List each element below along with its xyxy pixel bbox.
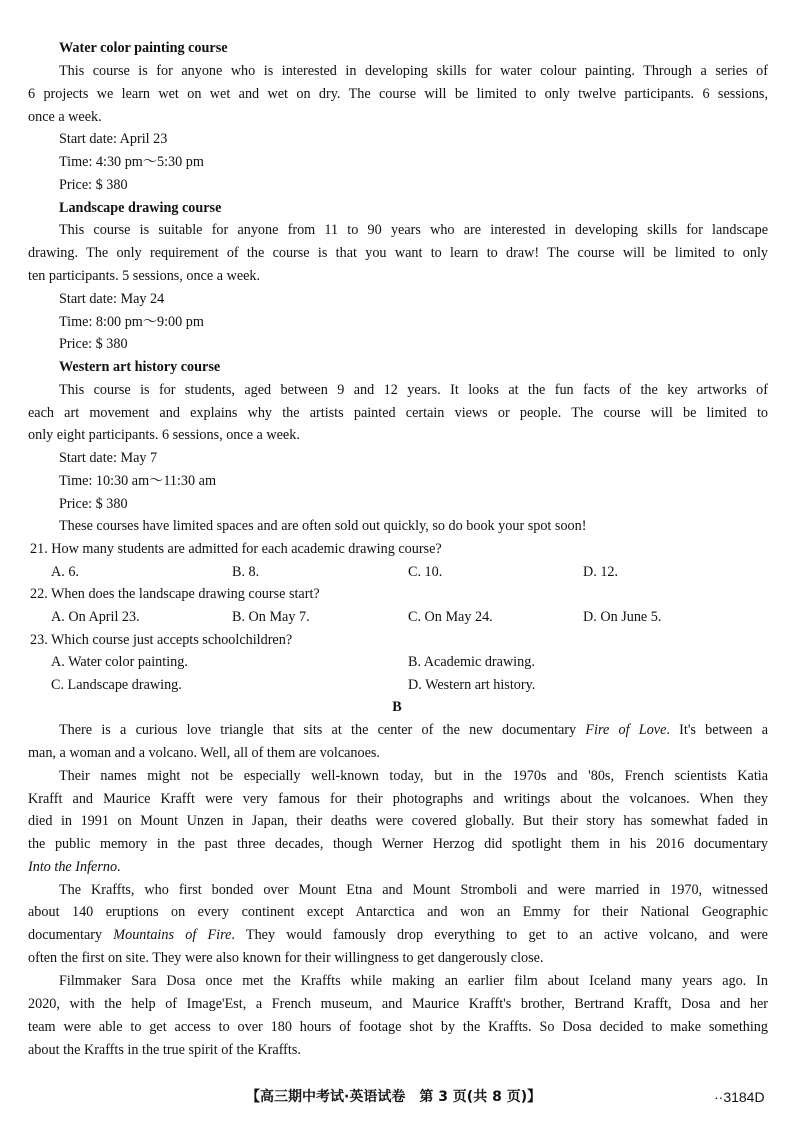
course-desc-line: This course is suitable for anyone from 11 to 90 years who are interested in developing skills for landscape	[59, 222, 768, 238]
passage-line: Their names might not be especially well-known today, but in the 1970s and '80s, French scientists Katia	[59, 768, 768, 784]
course-start-date: Start date: May 24	[59, 291, 165, 307]
question-23-option-b: B. Academic drawing.	[408, 654, 535, 670]
passage-line: about 140 eruptions on every continent except Antarctica and won an Emmy for their National Geographic	[28, 904, 768, 920]
course-desc-line: This course is for students, aged between 9 and 12 years. It looks at the fun facts of the key artworks of	[59, 382, 768, 398]
course-desc-line: drawing. The only requirement of the course is that you want to learn to draw! The course will be limited to only	[28, 245, 768, 261]
passage-line: Into the Inferno.	[28, 859, 121, 875]
question-22-option-a: A. On April 23.	[51, 609, 140, 625]
question-23-stem: 23. Which course just accepts schoolchildren?	[30, 632, 293, 648]
question-21-option-c: C. 10.	[408, 564, 443, 580]
question-21-stem: 21. How many students are admitted for each academic drawing course?	[30, 541, 442, 557]
course-price: Price: $ 380	[59, 336, 128, 352]
course-title-western-art: Western art history course	[59, 359, 221, 375]
course-desc-line: only eight participants. 6 sessions, once a week.	[28, 427, 300, 443]
passage-line: died in 1991 on Mount Unzen in Japan, their deaths were covered globally. But their story has somewhat faded in	[28, 813, 768, 829]
question-22-stem: 22. When does the landscape drawing course start?	[30, 586, 320, 602]
course-start-date: Start date: April 23	[59, 131, 168, 147]
passage-line: documentary Mountains of Fire. They would famously drop everything to get to an active volcano, and were	[28, 927, 768, 943]
course-time: Time: 10:30 am～11:30 am	[59, 473, 216, 489]
course-desc-line: once a week.	[28, 109, 102, 125]
course-desc-line: 6 projects we learn wet on wet and wet on dry. The course will be limited to only twelve participants. 6 sessions,	[28, 86, 768, 102]
passage-line: The Kraffts, who first bonded over Mount Etna and Mount Stromboli and were married in 1970, witnessed	[59, 882, 768, 898]
question-22-option-d: D. On June 5.	[583, 609, 662, 625]
passage-line: There is a curious love triangle that sits at the center of the new documentary Fire of Love. It's between a	[59, 722, 768, 738]
question-22-option-b: B. On May 7.	[232, 609, 310, 625]
passage-line: 2020, with the help of Image'Est, a French museum, and Maurice Krafft's brother, Bertrand Krafft, Dosa and her	[28, 996, 768, 1012]
passage-line: often the first on site. They were also known for their willingness to get dangerously close.	[28, 950, 544, 966]
footer-title: 【高三期中考试·英语试卷 第 3 页(共 8 页)】	[246, 1089, 542, 1105]
course-desc-line: each art movement and explains why the artists painted certain views or people. The course will be limited to	[28, 405, 768, 421]
question-21-option-d: D. 12.	[583, 564, 619, 580]
question-23-option-a: A. Water color painting.	[51, 654, 188, 670]
passage-line: about the Kraffts in the true spirit of the Kraffts.	[28, 1042, 301, 1058]
question-22-option-c: C. On May 24.	[408, 609, 493, 625]
course-title-water-color: Water color painting course	[59, 40, 228, 56]
course-desc-line: ten participants. 5 sessions, once a week.	[28, 268, 261, 284]
question-23-option-c: C. Landscape drawing.	[51, 677, 182, 693]
course-title-landscape: Landscape drawing course	[59, 200, 222, 216]
course-start-date: Start date: May 7	[59, 450, 158, 466]
footer-code: ··3184D	[714, 1089, 765, 1105]
course-time: Time: 4:30 pm～5:30 pm	[59, 154, 204, 170]
passage-line: Krafft and Maurice Krafft were very famous for their photographs and writings about the volcanoes. When they	[28, 791, 768, 807]
question-21-option-b: B. 8.	[232, 564, 260, 580]
question-21-option-a: A. 6.	[51, 564, 79, 580]
passage-line: team were able to get access to over 180 hours of footage shot by the Kraffts. So Dosa decided to make something	[28, 1019, 768, 1035]
question-23-option-d: D. Western art history.	[408, 677, 536, 693]
course-desc-line: This course is for anyone who is interested in developing skills for water colour painting. Through a series of	[59, 63, 768, 79]
closing-note: These courses have limited spaces and are often sold out quickly, so do book your spot soon!	[59, 518, 587, 534]
passage-line: man, a woman and a volcano. Well, all of them are volcanoes.	[28, 745, 380, 761]
passage-line: Filmmaker Sara Dosa once met the Kraffts while making an earlier film about Iceland many years ago. In	[59, 973, 768, 989]
section-b-label: B	[392, 699, 402, 715]
course-price: Price: $ 380	[59, 177, 128, 193]
course-price: Price: $ 380	[59, 496, 128, 512]
passage-line: the public memory in the past three decades, though Werner Herzog did spotlight them in his 2016 documentary	[28, 836, 768, 852]
course-time: Time: 8:00 pm～9:00 pm	[59, 314, 204, 330]
